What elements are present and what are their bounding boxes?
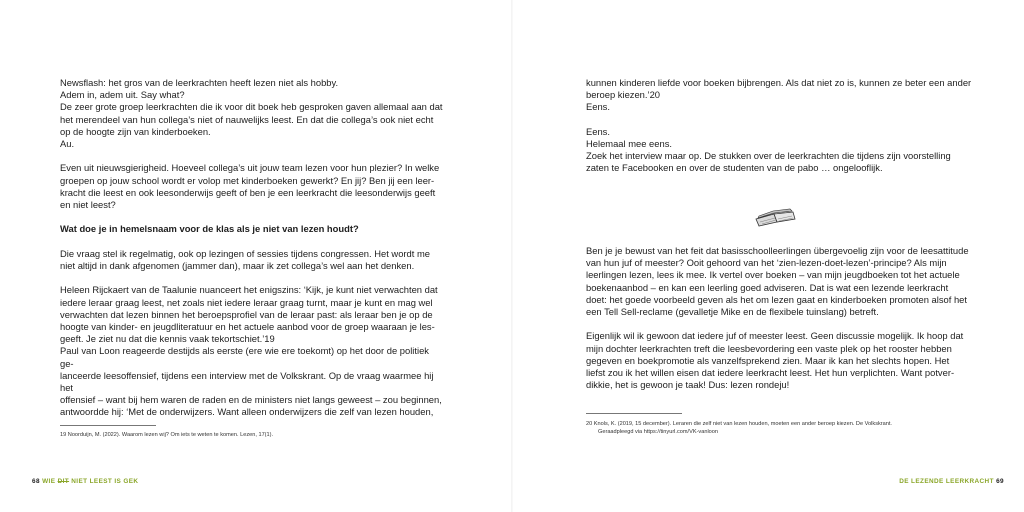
footnote-rule	[586, 413, 682, 414]
footnote-20-line1: 20 Knols, K. (2019, 15 december). Leraren die zelf niet van lezen houden, moeten een ander beroep kiezen. De Volkskrant.	[586, 421, 892, 427]
left-body-text	[60, 77, 445, 419]
text-line: De zeer grote groep leerkrachten die ik voor dit boek heb gesproken gaven allemaal aan dat	[60, 101, 443, 113]
text-line: Eigenlijk wil ik gewoon dat iedere juf of meester leest. Geen discussie mogelijk. Ik hoop dat	[586, 330, 964, 342]
footnote-rule	[60, 425, 156, 426]
text-line: groepen op jouw school wordt er volop met kinderboeken gewerkt? En jij? Ben jij een leer-	[60, 174, 435, 186]
text-line: een Tell Sell-reclame (gevalletje Mike en de flexibele tuinslang) betreft.	[586, 306, 879, 318]
text-line: antwoordde hij: ‘Met de onderwijzers. Want alleen onderwijzers die zelf van lezen houden,	[60, 406, 434, 418]
text-line: lanceerde leesoffensief, tijdens een interview met de Volkskrant. Op de vraag waarmee hij het	[60, 369, 434, 394]
paragraph-gap	[60, 272, 445, 284]
text-line: offensief – want bij hem waren de raden en de ministers niet langs geweest – zou beginnen,	[60, 394, 442, 406]
text-line: Au.	[60, 138, 75, 150]
text-line: het merendeel van hun collega’s niet of nauwelijks leest. En dat die collega’s ook niet echt	[60, 113, 434, 125]
text-line: Paul van Loon reageerde destijds als eerste (ere wie ere toekomt) op het door de politiek ge-	[60, 345, 429, 369]
text-line: leerlingen lezen, lees ik mee. Ik vertel over boeken – van mijn jeugdboeken tot het actuele	[586, 269, 960, 281]
text-line: Heleen Rijckaert van de Taalunie nuanceert het enigszins: ‘Kijk, je kunt niet verwachten dat	[60, 284, 438, 296]
right-folio	[899, 478, 1004, 485]
text-line: iedere leraar graag leest, net zoals niet iedere leraar graag turnt, maar je kunt en mag wel	[60, 296, 433, 308]
text-line: Helemaal mee eens.	[586, 138, 672, 149]
text-line: Adem in, adem uit. Say what?	[60, 89, 185, 101]
text-line: Eens.	[586, 101, 610, 113]
book-icon	[753, 207, 797, 227]
paragraph-gap	[60, 236, 445, 248]
text-line: hoogte van kinder- en jeugdliteratuur en het actuele aanbod voor de groep waaraan je les-	[60, 321, 435, 332]
text-line: en niet leest?	[60, 199, 116, 211]
page-number: 68	[32, 478, 40, 485]
text-line: Newsflash: het gros van de leerkrachten heeft lezen niet als hobby.	[60, 77, 339, 88]
text-line: verwachten dat lezen binnen het beroepsprofiel van de leraar past: als leraar ben je op de	[60, 308, 433, 320]
text-line: doet: het goede voorbeeld geven als het om lezen gaat en kinderboeken promoten alsof het	[586, 293, 967, 305]
paragraph-gap	[60, 211, 445, 223]
running-title: WIE DIT NIET LEEST IS GEK	[42, 478, 139, 485]
text-line: niet altijd in dank afgenomen (jammer dan), maar ik zet collega’s wel aan het denken.	[60, 260, 415, 271]
text-line: gegeven en boekpromotie als vanzelfsprekend zien. Maar ik kan het slechts hopen. Het	[586, 354, 950, 366]
text-line: liefst zou ik het willen eisen dat iedere leerkracht leest. Het hun verplichten. Want potver-	[586, 367, 955, 379]
text-line: Wat doe je in hemelsnaam voor de klas als je niet van lezen houdt?	[60, 223, 359, 235]
text-line: beroep kiezen.’20	[586, 89, 661, 101]
footnote-19: 19 Noorduijn, M. (2022). Waarom lezen wij? Om iets te weten te komen. Lezen, 17(1).	[60, 432, 274, 438]
paragraph-gap	[586, 318, 972, 330]
text-line: Die vraag stel ik regelmatig, ook op lezingen of sessies tijdens congressen. Het wordt me	[60, 247, 430, 259]
running-title: DE LEZENDE LEERKRACHT	[899, 478, 994, 485]
text-line: Zoek het interview maar op. De stukken over de leerkrachten die tijdens zijn voorstelling	[586, 150, 951, 162]
text-line: dikkie, het is gewoon je taak! Dus: lezen rondeju!	[586, 379, 790, 391]
text-line: kunnen kinderen liefde voor boeken bijbrengen. Als dat niet zo is, kunnen ze beter een ander	[586, 77, 972, 88]
text-line: Ben je je bewust van het feit dat basisschoolleerlingen übergevoelig zijn voor de leesattitude	[586, 245, 969, 256]
paragraph-gap	[60, 150, 445, 162]
text-line: op de hoogte zijn van kinderboeken.	[60, 125, 211, 137]
right-body-text-top	[586, 77, 972, 175]
text-line: boekenaanbod – en kan een leerling goed adviseren. Dat is wat een lezende leerkracht	[586, 281, 949, 293]
footnote-20	[586, 420, 986, 436]
text-line: zaten te Facebooken en over de studenten van de pabo … ongelooflijk.	[586, 162, 883, 174]
text-line: geeft. Je ziet nu dat die kennis vaak tekortschiet.’19	[60, 333, 275, 345]
footnote-20-line2: Geraadpleegd via https://tinyurl.com/VK-vanloon	[598, 429, 719, 435]
page-number: 69	[996, 478, 1004, 485]
text-line: mijn dochter leerkrachten treft die leesbevordering een vaste plek op het rooster hebben	[586, 342, 952, 354]
right-body-text-bottom	[586, 245, 972, 391]
text-line: kracht die leest en ook leesonderwijs geeft of ben je een leerkracht die leesonderwijs geeft	[60, 186, 436, 198]
text-line: Even uit nieuwsgierigheid. Hoeveel collega’s uit jouw team lezen voor hun plezier? In welke	[60, 162, 440, 174]
text-line: van hun juf of meester? Ooit gehoord van het ‘zien-lezen-doet-lezen’-principe? Als mijn	[586, 257, 947, 269]
text-line: Eens.	[586, 125, 610, 137]
left-folio	[32, 478, 138, 485]
paragraph-gap	[586, 114, 972, 126]
